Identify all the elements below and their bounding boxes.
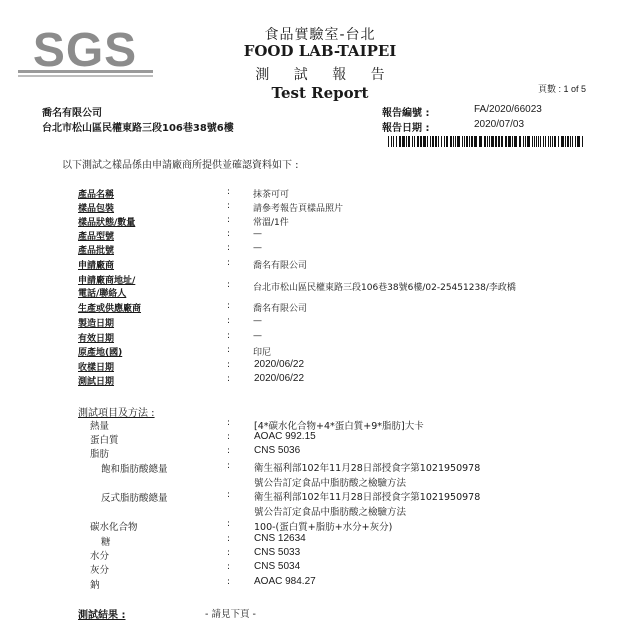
- field-value: 喬名有限公司: [253, 304, 308, 314]
- method-value: AOAC 984.27: [254, 576, 316, 587]
- field-value: —: [253, 243, 262, 253]
- field-label: 產品批號: [78, 246, 115, 256]
- report-title-zh: 測 試 報 告: [255, 67, 395, 83]
- method-label: 脂肪: [90, 449, 110, 460]
- field-label: 有效日期: [78, 334, 115, 344]
- method-colon: :: [227, 432, 231, 442]
- method-colon: :: [227, 548, 231, 558]
- method-value: AOAC 992.15: [254, 431, 316, 442]
- field-label: 樣品狀態/數量: [78, 218, 136, 228]
- field-colon: :: [227, 280, 231, 290]
- field-label: 收樣日期: [78, 363, 115, 373]
- method-label: 熱量: [90, 421, 110, 432]
- method-value-line2: 號公告訂定食品中脂肪酸之檢驗方法: [254, 478, 407, 489]
- field-value: 2020/06/22: [254, 373, 305, 384]
- result-value: - 請見下頁 -: [205, 609, 256, 620]
- field-label: 產品名稱: [78, 190, 115, 200]
- field-value: 請參考報告頁樣品照片: [253, 204, 344, 214]
- field-colon: :: [227, 331, 231, 341]
- barcode: [388, 136, 584, 147]
- field-colon: :: [227, 374, 231, 384]
- method-colon: :: [227, 519, 231, 529]
- field-value: 喬名有限公司: [253, 261, 308, 271]
- result-label: 測試結果 :: [78, 610, 126, 621]
- method-label: 反式脂肪酸總量: [101, 493, 168, 504]
- method-label: 糖: [101, 537, 111, 548]
- method-colon: :: [227, 446, 231, 456]
- field-label-line2: 電話/聯絡人: [78, 289, 127, 299]
- field-colon: :: [227, 360, 231, 370]
- field-label: 生產或供應廠商: [78, 304, 142, 314]
- field-colon: :: [227, 345, 231, 355]
- field-value: —: [253, 316, 262, 326]
- method-value-line2: 號公告訂定食品中脂肪酸之檢驗方法: [254, 507, 407, 518]
- field-value: 抹茶可可: [253, 190, 290, 200]
- field-label: 申請廠商地址/: [78, 276, 136, 286]
- field-label: 樣品包裝: [78, 204, 115, 214]
- method-value: CNS 5034: [254, 561, 301, 572]
- intro-text: 以下測試之樣品係由申請廠商所提供並確認資料如下 :: [62, 160, 299, 171]
- field-value: 台北市松山區民權東路三段106巷38號6樓/02-25451238/李政橋: [253, 283, 516, 293]
- report-no-value: FA/2020/66023: [474, 104, 542, 115]
- method-colon: :: [227, 534, 231, 544]
- field-colon: :: [227, 187, 231, 197]
- report-title-en: Test Report: [271, 84, 369, 102]
- method-value: 100-(蛋白質+脂肪+水分+灰分): [254, 522, 393, 533]
- field-colon: :: [227, 316, 231, 326]
- method-colon: :: [227, 562, 231, 572]
- field-colon: :: [227, 229, 231, 239]
- field-label: 產品型號: [78, 232, 115, 242]
- method-value: 衛生福利部102年11月28日部授食字第1021950978: [254, 463, 481, 474]
- field-label: 製造日期: [78, 319, 115, 329]
- field-colon: :: [227, 201, 231, 211]
- page-number: 頁數 : 1 of 5: [537, 84, 586, 94]
- method-label: 蛋白質: [90, 435, 119, 446]
- client-address: 台北市松山區民權東路三段106巷38號6樓: [42, 123, 234, 134]
- method-value: CNS 12634: [254, 533, 306, 544]
- report-date-value: 2020/07/03: [474, 119, 525, 130]
- lab-name-zh: 食品實驗室-台北: [264, 27, 376, 43]
- method-value: [4*碳水化合物+4*蛋白質+9*脂肪]大卡: [254, 421, 424, 432]
- field-colon: :: [227, 243, 231, 253]
- report-date-label: 報告日期 :: [382, 123, 430, 134]
- lab-name-en: FOOD LAB-TAIPEI: [243, 42, 397, 60]
- method-value: CNS 5033: [254, 547, 301, 558]
- method-colon: :: [227, 577, 231, 587]
- field-value: 2020/06/22: [254, 359, 305, 370]
- method-label: 鈉: [90, 580, 100, 591]
- field-value: 常溫/1件: [253, 218, 289, 228]
- field-label: 申請廠商: [78, 261, 115, 271]
- method-value: 衛生福利部102年11月28日部授食字第1021950978: [254, 492, 481, 503]
- field-value: —: [253, 331, 262, 341]
- method-colon: :: [227, 461, 231, 471]
- field-colon: :: [227, 301, 231, 311]
- field-value: 印尼: [253, 348, 272, 358]
- field-colon: :: [227, 215, 231, 225]
- field-label: 測試日期: [78, 377, 115, 387]
- method-colon: :: [227, 490, 231, 500]
- method-label: 碳水化合物: [90, 522, 138, 533]
- method-label: 水分: [90, 551, 110, 562]
- client-name: 喬名有限公司: [42, 108, 102, 119]
- methods-title: 測試項目及方法 :: [78, 408, 155, 419]
- method-label: 飽和脂肪酸總量: [101, 464, 168, 475]
- method-colon: :: [227, 418, 231, 428]
- report-no-label: 報告編號 :: [382, 108, 430, 119]
- method-value: CNS 5036: [254, 445, 301, 456]
- field-value: —: [253, 229, 262, 239]
- method-label: 灰分: [90, 565, 110, 576]
- field-colon: :: [227, 258, 231, 268]
- field-label: 原產地(國): [78, 348, 123, 358]
- sgs-logo-text: SGS: [32, 26, 138, 77]
